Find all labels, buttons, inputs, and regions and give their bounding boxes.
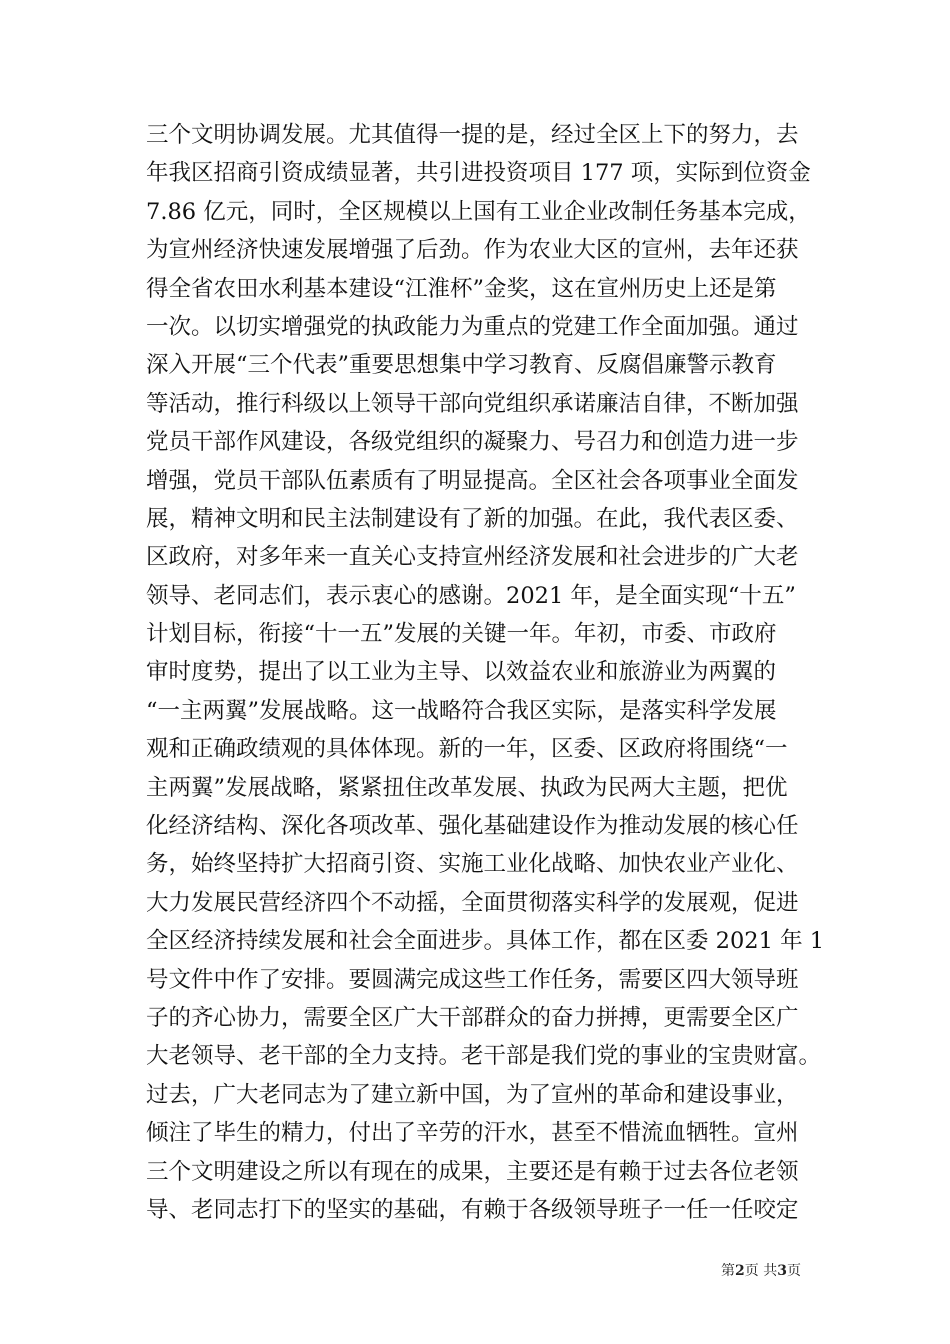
text-line: 等活动，推行科级以上领导干部向党组织承诺廉洁自律，不断加强	[146, 390, 799, 417]
text-line: 领导、老同志们，表示衷心的感谢。2021 年，是全面实现“十五”	[146, 582, 796, 609]
text-line: “一主两翼”发展战略。这一战略符合我区实际，是落实科学发展	[146, 697, 777, 724]
text-line: 大力发展民营经济四个不动摇，全面贯彻落实科学的发展观，促进	[146, 889, 799, 916]
page-number-footer	[721, 1262, 801, 1280]
text-line: 增强，党员干部队伍素质有了明显提高。全区社会各项事业全面发	[146, 467, 799, 494]
current-page-number: 2	[735, 1263, 745, 1279]
total-pages-number: 3	[777, 1263, 787, 1279]
text-line: 得全省农田水利基本建设“江淮杯”金奖，这在宣州历史上还是第	[146, 275, 777, 302]
text-line: 区政府，对多年来一直关心支持宣州经济发展和社会进步的广大老	[146, 544, 799, 571]
text-line: 三个文明建设之所以有现在的成果，主要还是有赖于过去各位老领	[146, 1158, 799, 1185]
text-line: 过去，广大老同志为了建立新中国，为了宣州的革命和建设事业，	[146, 1081, 799, 1108]
footer-suffix: 页	[786, 1263, 801, 1279]
text-line: 7.86 亿元，同时，全区规模以上国有工业企业改制任务基本完成，	[146, 198, 811, 225]
text-line: 审时度势，提出了以工业为主导、以效益农业和旅游业为两翼的	[146, 659, 777, 686]
text-line: 观和正确政绩观的具体体现。新的一年，区委、区政府将围绕“一	[146, 736, 788, 763]
text-line: 党员干部作风建设，各级党组织的凝聚力、号召力和创造力进一步	[146, 429, 799, 456]
footer-middle: 页 共	[744, 1263, 778, 1279]
text-line: 主两翼”发展战略，紧紧扭住改革发展、执政为民两大主题，把优	[146, 774, 788, 801]
text-line: 号文件中作了安排。要圆满完成这些工作任务，需要区四大领导班	[146, 966, 799, 993]
text-line: 一次。以切实增强党的执政能力为重点的党建工作全面加强。通过	[146, 313, 799, 340]
text-line: 子的齐心协力，需要全区广大干部群众的奋力拼搏，更需要全区广	[146, 1004, 799, 1031]
text-line: 全区经济持续发展和社会全面进步。具体工作，都在区委 2021 年 1	[146, 928, 825, 955]
footer-prefix: 第	[721, 1263, 735, 1279]
text-line: 大老领导、老干部的全力支持。老干部是我们党的事业的宝贵财富。	[146, 1043, 822, 1070]
text-line: 三个文明协调发展。尤其值得一提的是，经过全区上下的努力，去	[146, 122, 799, 148]
text-line: 年我区招商引资成绩显著，共引进投资项目 177 项，实际到位资金	[146, 160, 811, 187]
text-line: 化经济结构、深化各项改革、强化基础建设作为推动发展的核心任	[146, 813, 799, 840]
body-text	[146, 116, 826, 1229]
text-line: 导、老同志打下的坚实的基础，有赖于各级领导班子一任一任咬定	[146, 1196, 799, 1223]
text-line: 展，精神文明和民主法制建设有了新的加强。在此，我代表区委、	[146, 505, 799, 532]
text-line: 倾注了毕生的精力，付出了辛劳的汗水，甚至不惜流血牺牲。宣州	[146, 1120, 799, 1147]
text-line: 深入开展“三个代表”重要思想集中学习教育、反腐倡廉警示教育	[146, 352, 777, 379]
text-line: 计划目标，衔接“十一五”发展的关键一年。年初，市委、市政府	[146, 621, 777, 648]
text-line: 为宣州经济快速发展增强了后劲。作为农业大区的宣州，去年还获	[146, 237, 799, 264]
text-line: 务，始终坚持扩大招商引资、实施工业化战略、加快农业产业化、	[146, 851, 799, 878]
